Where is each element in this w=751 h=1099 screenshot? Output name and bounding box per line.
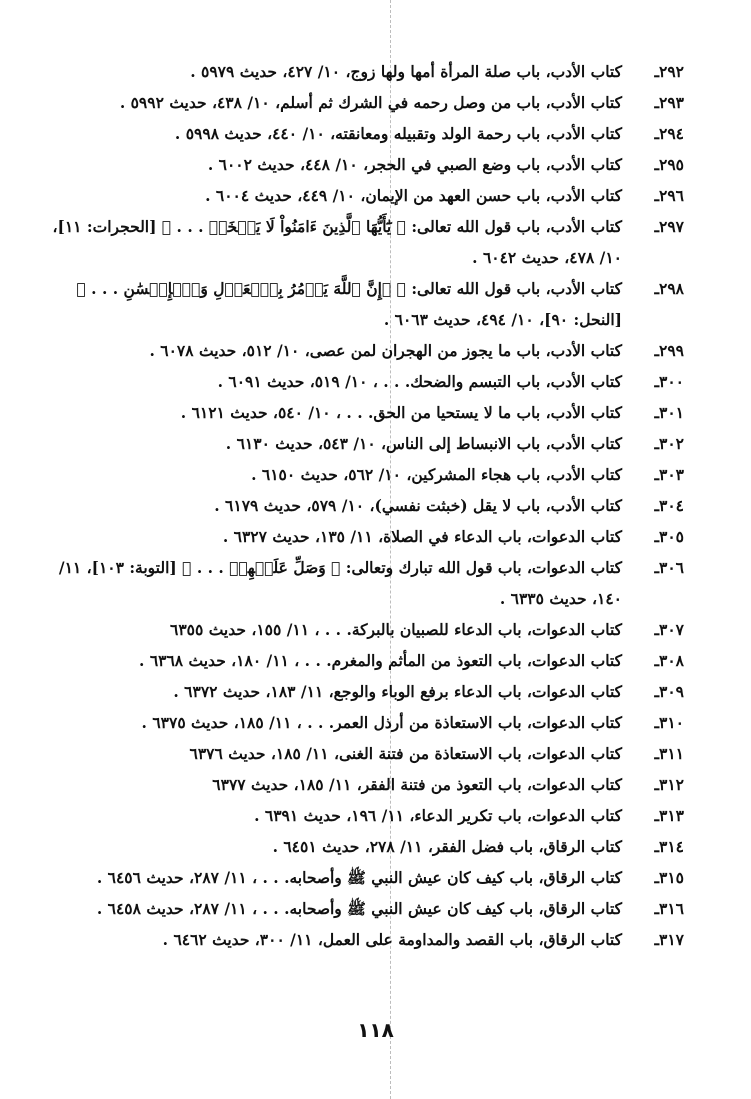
reference-entry-314 xyxy=(44,831,684,862)
entry-text: كتاب الرقاق، باب كيف كان عيش النبي ﷺ وأصحابه. . . ، ١١/ ٢٨٧، حديث ٦٤٥٦ . xyxy=(96,868,622,887)
entry-number: ٣٠٦ ـ xyxy=(654,552,684,583)
entry-text: كتاب الأدب، باب ما يجوز من الهجران لمن عصى، ١٠/ ٥١٢، حديث ٦٠٧٨ . xyxy=(149,341,622,360)
entry-text: كتاب الدعوات، باب التعوذ من فتنة الفقر، ١١/ ١٨٥، حديث ٦٣٧٧ xyxy=(212,775,622,794)
entry-text: كتاب الأدب، باب قول الله تعالى: ﴿ يَٰٓأَيُّهَا ٱلَّذِينَ ءَامَنُواْ لَا يَسۡخَرۡ . . . ﴾ [الحجرات: ١١]، ١٠/ ٤٧٨، حديث ٦٠٤٢ . xyxy=(52,217,622,267)
entry-number: ٣٠٠ ـ xyxy=(654,366,684,397)
entry-number: ٣١٠ ـ xyxy=(654,707,684,738)
entry-number: ٢٩٩ ـ xyxy=(654,335,684,366)
entry-text: كتاب الدعوات، باب الدعاء للصبيان بالبركة. . . ، ١١/ ١٥٥، حديث ٦٣٥٥ xyxy=(170,620,622,639)
entry-text: كتاب الأدب، باب وضع الصبي في الحجر، ١٠/ ٤٤٨، حديث ٦٠٠٢ . xyxy=(207,155,622,174)
reference-entry-317 xyxy=(44,924,684,955)
entry-text: كتاب الدعوات، باب الدعاء في الصلاة، ١١/ ١٣٥، حديث ٦٣٢٧ . xyxy=(222,527,622,546)
reference-entry-295 xyxy=(44,149,684,180)
reference-entry-315 xyxy=(44,862,684,893)
entry-number: ٣١٦ ـ xyxy=(654,893,684,924)
entry-number: ٢٩٢ ـ xyxy=(654,56,684,87)
page-number: ١١٨ xyxy=(357,1018,394,1042)
entry-number: ٣١٧ ـ xyxy=(654,924,684,955)
reference-entry-309 xyxy=(44,676,684,707)
reference-entry-308 xyxy=(44,645,684,676)
entry-text: كتاب الأدب، باب حسن العهد من الإيمان، ١٠/ ٤٤٩، حديث ٦٠٠٤ . xyxy=(205,186,622,205)
entry-number: ٣٠٢ ـ xyxy=(654,428,684,459)
reference-entry-296 xyxy=(44,180,684,211)
reference-entry-306 xyxy=(44,552,684,614)
entry-number: ٣٠٣ ـ xyxy=(654,459,684,490)
entry-text: كتاب الدعوات، باب تكرير الدعاء، ١١/ ١٩٦، حديث ٦٣٩١ . xyxy=(254,806,622,825)
reference-entry-305 xyxy=(44,521,684,552)
entry-text: كتاب الرقاق، باب كيف كان عيش النبي ﷺ وأصحابه. . . ، ١١/ ٢٨٧، حديث ٦٤٥٨ . xyxy=(96,899,622,918)
reference-entry-311 xyxy=(44,738,684,769)
reference-entry-298 xyxy=(44,273,684,335)
entry-text: كتاب الدعوات، باب الاستعاذة من فتنة الغنى، ١١/ ١٨٥، حديث ٦٣٧٦ xyxy=(189,744,622,763)
reference-entry-316 xyxy=(44,893,684,924)
reference-entry-304 xyxy=(44,490,684,521)
entry-text: كتاب الأدب، باب من وصل رحمه في الشرك ثم أسلم، ١٠/ ٤٣٨، حديث ٥٩٩٢ . xyxy=(119,93,622,112)
entry-text: كتاب الأدب، باب لا يقل (خبثت نفسي)، ١٠/ ٥٧٩، حديث ٦١٧٩ . xyxy=(214,496,622,515)
entry-number: ٣١١ ـ xyxy=(654,738,684,769)
reference-entry-300 xyxy=(44,366,684,397)
entry-number: ٢٩٣ ـ xyxy=(654,87,684,118)
entry-text: كتاب الدعوات، باب التعوذ من المأثم والمغرم. . . ، ١١/ ١٨٠، حديث ٦٣٦٨ . xyxy=(139,651,622,670)
entry-text: كتاب الرقاق، باب القصد والمداومة على العمل، ١١/ ٣٠٠، حديث ٦٤٦٢ . xyxy=(162,930,622,949)
entry-number: ٣١٣ ـ xyxy=(654,800,684,831)
entry-text: كتاب الأدب، باب ما لا يستحيا من الحق. . . ، ١٠/ ٥٤٠، حديث ٦١٢١ . xyxy=(180,403,622,422)
entry-text: كتاب الأدب، باب التبسم والضحك. . . ، ١٠/ ٥١٩، حديث ٦٠٩١ . xyxy=(217,372,622,391)
entry-number: ٢٩٦ ـ xyxy=(654,180,684,211)
reference-entry-310 xyxy=(44,707,684,738)
entry-number: ٣٠٤ ـ xyxy=(654,490,684,521)
entry-text: كتاب الأدب، باب صلة المرأة أمها ولها زوج، ١٠/ ٤٢٧، حديث ٥٩٧٩ . xyxy=(190,62,622,81)
reference-entry-307 xyxy=(44,614,684,645)
entry-number: ٢٩٤ ـ xyxy=(654,118,684,149)
reference-entry-313 xyxy=(44,800,684,831)
entry-number: ٣٠١ ـ xyxy=(654,397,684,428)
reference-entry-301 xyxy=(44,397,684,428)
reference-list xyxy=(44,56,684,955)
entry-number: ٣١٤ ـ xyxy=(654,831,684,862)
reference-entry-303 xyxy=(44,459,684,490)
entry-number: ٣٠٨ ـ xyxy=(654,645,684,676)
entry-text: كتاب الرقاق، باب فضل الفقر، ١١/ ٢٧٨، حديث ٦٤٥١ . xyxy=(272,837,622,856)
reference-entry-299 xyxy=(44,335,684,366)
entry-text: كتاب الأدب، باب قول الله تعالى: ﴿ ۞إِنَّ ٱللَّهَ يَأۡمُرُ بِٱلۡعَدۡلِ وَٱلۡإِحۡسَٰنِ . . . ﴾ [النحل: ٩٠]، ١٠/ ٤٩٤، حديث ٦٠٦٣ . xyxy=(76,279,622,329)
entry-number: ٢٩٥ ـ xyxy=(654,149,684,180)
entry-number: ٣١٥ ـ xyxy=(654,862,684,893)
entry-number: ٢٩٨ ـ xyxy=(654,273,684,304)
entry-text: كتاب الأدب، باب هجاء المشركين، ١٠/ ٥٦٢، حديث ٦١٥٠ . xyxy=(251,465,622,484)
entry-text: كتاب الأدب، باب رحمة الولد وتقبيله ومعانقته، ١٠/ ٤٤٠، حديث ٥٩٩٨ . xyxy=(174,124,622,143)
reference-entry-312 xyxy=(44,769,684,800)
entry-number: ٣٠٥ ـ xyxy=(654,521,684,552)
reference-entry-293 xyxy=(44,87,684,118)
entry-number: ٣٠٧ ـ xyxy=(654,614,684,645)
reference-entry-294 xyxy=(44,118,684,149)
entry-text: كتاب الدعوات، باب قول الله تبارك وتعالى: ﴿ وَصَلِّ عَلَيۡهِمۡ . . . ﴾ [التوبة: ١٠٣]، ١١/ ١٤٠، حديث ٦٣٣٥ . xyxy=(58,558,622,608)
reference-entry-292 xyxy=(44,56,684,87)
entry-text: كتاب الدعوات، باب الدعاء برفع الوباء والوجع، ١١/ ١٨٣، حديث ٦٣٧٢ . xyxy=(173,682,622,701)
reference-entry-297 xyxy=(44,211,684,273)
entry-number: ٢٩٧ ـ xyxy=(654,211,684,242)
reference-entry-302 xyxy=(44,428,684,459)
entry-text: كتاب الدعوات، باب الاستعاذة من أرذل العمر. . . ، ١١/ ١٨٥، حديث ٦٣٧٥ . xyxy=(141,713,622,732)
entry-text: كتاب الأدب، باب الانبساط إلى الناس، ١٠/ ٥٤٣، حديث ٦١٣٠ . xyxy=(225,434,622,453)
entry-number: ٣٠٩ ـ xyxy=(654,676,684,707)
entry-number: ٣١٢ ـ xyxy=(654,769,684,800)
